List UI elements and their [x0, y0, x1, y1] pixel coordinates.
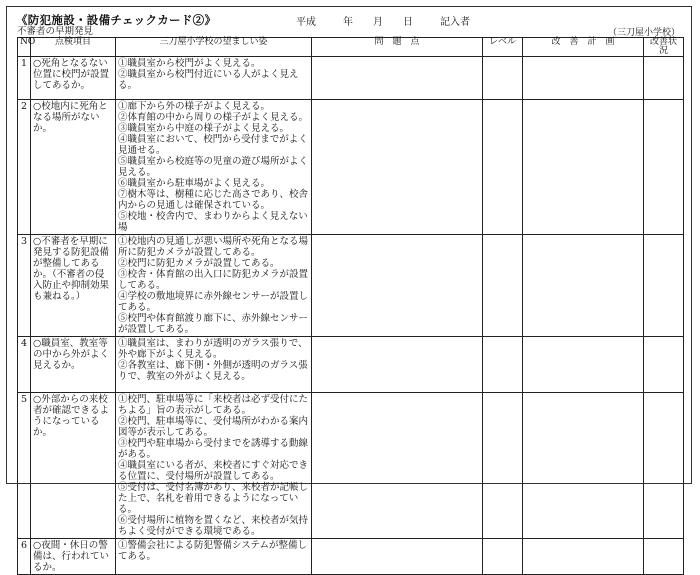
- level-cell[interactable]: [483, 539, 523, 575]
- check-item-text: ○外部からの来校者が確認できるようになっているか。: [33, 394, 110, 438]
- ideal-item: ③校舎・体育館の出入口に防犯カメラが設置してある。: [118, 269, 309, 291]
- ideal-item: ④学校の敷地境界に赤外線センサーが設置してある。: [118, 291, 309, 313]
- ideal-item: ①警備会社による防犯警備システムが整備してある。: [118, 540, 308, 562]
- row-number: 6: [18, 539, 31, 575]
- col-check-item-header: 点検項目: [31, 38, 116, 57]
- plan-cell[interactable]: [523, 57, 644, 100]
- ideal-cell: [116, 235, 312, 337]
- plan-cell[interactable]: [523, 393, 644, 539]
- row-number: 5: [18, 393, 31, 539]
- ideal-item: ⑤職員室から校庭等の児童の遊び場所がよく見える。: [118, 156, 309, 178]
- table-row: [18, 337, 684, 393]
- ideal-item: ②職員室から校門付近にいる人がよく見える。: [118, 69, 299, 91]
- ideal-item: ①職員室は、まわりが透明のガラス張りで、外や廊下がよく見える。: [118, 338, 308, 360]
- ideal-item: ③校門や駐車場から受付までを誘導する動線がある。: [118, 438, 309, 460]
- problems-cell[interactable]: [312, 337, 483, 393]
- problems-cell[interactable]: [312, 235, 483, 337]
- ideal-cell: [116, 393, 312, 539]
- row-number: 1: [18, 57, 31, 100]
- level-cell[interactable]: [483, 57, 523, 100]
- col-no-header: NO: [18, 38, 31, 57]
- row-number: 3: [18, 235, 31, 337]
- plan-cell[interactable]: [523, 100, 644, 235]
- ideal-item: ①廊下から外の様子がよく見える。: [118, 101, 271, 112]
- page-title: 《防犯施設・設備チェックカード②》: [16, 13, 217, 27]
- problems-cell[interactable]: [312, 539, 483, 575]
- ideal-cell: [116, 100, 312, 235]
- plan-cell[interactable]: [523, 539, 644, 575]
- ideal-item: ②各教室は、廊下側・外側が透明のガラス張りで、教室の外がよく見える。: [118, 360, 308, 382]
- month-label: 月: [373, 17, 383, 28]
- row-number: 2: [18, 100, 31, 235]
- recorder-label: 記入者: [440, 17, 470, 28]
- table-row: [18, 539, 684, 575]
- ideal-item: ②校門、駐車場等に、受付場所がわかる案内図等が表示してある。: [118, 416, 309, 438]
- level-cell[interactable]: [483, 100, 523, 235]
- problems-cell[interactable]: [312, 393, 483, 539]
- ideal-item: ⑤校地・校舎内で、まわりからよく見えない場: [118, 211, 308, 233]
- status-cell[interactable]: [644, 235, 684, 337]
- section-subtitle: 不審者の早期発見: [17, 26, 94, 37]
- check-item-cell: [31, 100, 116, 235]
- check-item-cell: [31, 539, 116, 575]
- ideal-item: ①職員室から校門がよく見える。: [118, 58, 261, 69]
- ideal-item: ①校門、駐車場等に「来校者は必ず受付にたちよる」旨の表示がしてある。: [118, 394, 309, 416]
- level-cell[interactable]: [483, 393, 523, 539]
- col-level-header: レベル: [483, 38, 523, 57]
- table-row: [18, 100, 684, 235]
- status-cell[interactable]: [644, 539, 684, 575]
- col-status-header: 改善状況: [644, 38, 684, 57]
- ideal-item: ④職員室にいる者が、来校者にすぐ対応できる位置に、受付場所が設置してある。: [118, 460, 309, 482]
- ideal-cell: [116, 539, 312, 575]
- status-cell[interactable]: [644, 57, 684, 100]
- ideal-item: ①校地内の見通しが悪い場所や死角となる場所に防犯カメラが設置してある。: [118, 236, 309, 258]
- level-cell[interactable]: [483, 337, 523, 393]
- row-number: 4: [18, 337, 31, 393]
- ideal-cell: [116, 337, 312, 393]
- check-item-cell: [31, 57, 116, 100]
- table-row: [18, 57, 684, 100]
- ideal-item: ③職員室から中庭の様子がよく見える。: [118, 123, 290, 134]
- school-name: （三刀屋小学校）: [607, 28, 680, 38]
- col-ideal-header: 三刀屋小学校の望ましい姿: [116, 38, 312, 57]
- check-item-text: ○死角となるない位置に校門が設置してあるか。: [33, 58, 110, 91]
- problems-cell[interactable]: [312, 57, 483, 100]
- table-header-row: [18, 38, 684, 57]
- check-item-cell: [31, 337, 116, 393]
- col-problems-header: 問 題 点: [312, 38, 483, 57]
- ideal-cell: [116, 57, 312, 100]
- check-item-text: ○職員室、教室等の中から外がよく見えるか。: [33, 338, 110, 371]
- check-item-text: ○不審者を早期に発見する防犯設備が整備してあるか。（不審者の侵入防止や抑制効果も兼ねる。）: [33, 236, 110, 302]
- ideal-item: ④職員室において、校門から受付までがよく見通せる。: [118, 134, 308, 156]
- check-item-cell: [31, 393, 116, 539]
- year-label: 年: [343, 17, 353, 28]
- table-row: [18, 235, 684, 337]
- problems-cell[interactable]: [312, 100, 483, 235]
- plan-cell[interactable]: [523, 337, 644, 393]
- ideal-item: ⑥職員室から駐車場がよく見える。: [118, 178, 271, 189]
- ideal-item: ⑥受付場所に植物を置くなど、来校者が気持ちよく受付ができる環境である。: [118, 515, 309, 537]
- check-item-text: ○校地内に死角となる場所がないか。: [33, 101, 108, 134]
- ideal-item: ⑤受付は、受付名簿があり、来校者が記帳した上で、名札を着用できるようになっている。: [118, 482, 309, 515]
- status-cell[interactable]: [644, 337, 684, 393]
- plan-cell[interactable]: [523, 235, 644, 337]
- checklist-table: [17, 37, 684, 575]
- check-item-text: ○夜間・休日の警備は、行われているか。: [33, 540, 110, 573]
- table-row: [18, 393, 684, 539]
- ideal-item: ⑤校門や体育館渡り廊下に、赤外線センサーが設置してある。: [118, 313, 309, 335]
- era-label: 平成: [296, 17, 316, 28]
- status-cell[interactable]: [644, 393, 684, 539]
- level-cell[interactable]: [483, 235, 523, 337]
- ideal-item: ②体育館の中から周りの様子がよく見える。: [118, 112, 309, 123]
- status-cell[interactable]: [644, 100, 684, 235]
- day-label: 日: [403, 17, 413, 28]
- ideal-item: ②校門に防犯カメラが設置してある。: [118, 258, 280, 269]
- check-item-cell: [31, 235, 116, 337]
- col-plan-header: 改 善 計 画: [523, 38, 644, 57]
- ideal-item: ⑦樹木等は、樹種に応じた高さであり、校舎内からの見通しは確保されている。: [118, 189, 309, 211]
